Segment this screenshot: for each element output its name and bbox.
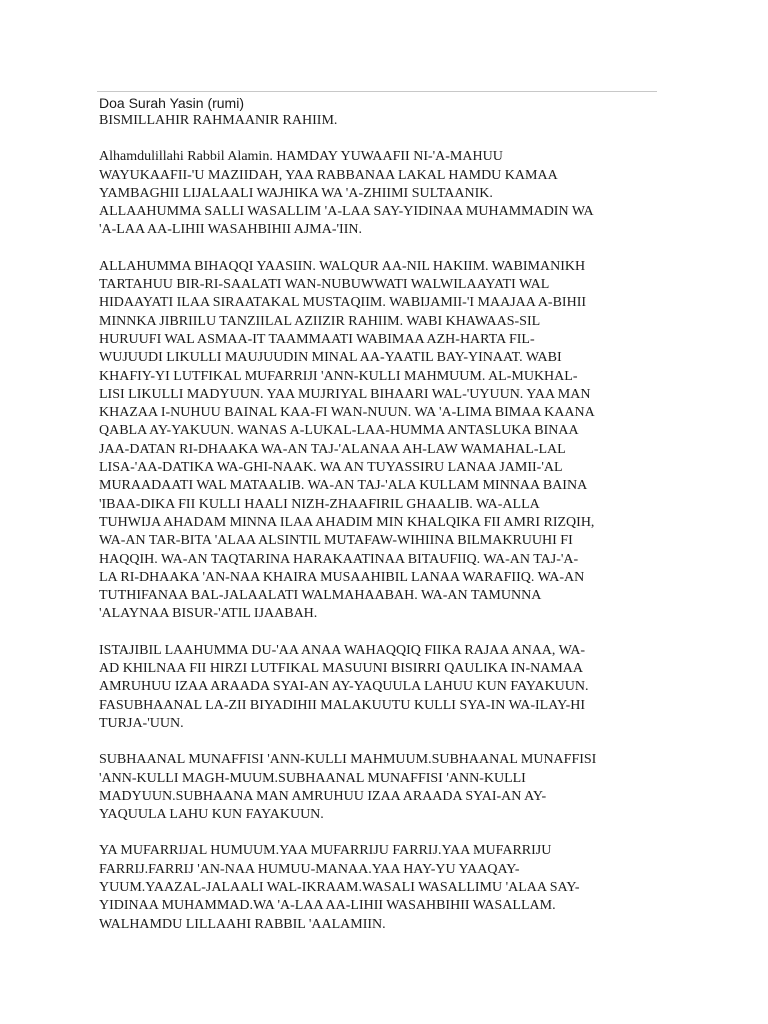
text-line: MINNKA JIBRIILU TANZIILAL AZIIZIR RAHIIM. WABI KHAWAAS-SIL xyxy=(99,313,541,329)
text-line: 'IBAA-DIKA FII KULLI HAALI NIZH-ZHAAFIRIL GHAALIB. WA-ALLA xyxy=(99,496,540,512)
text-line: YAMBAGHII LIJALAALI WAJHIKA WA 'A-ZHIIMI SULTAANIK. xyxy=(99,185,493,201)
text-line: 'ALAYNAA BISUR-'ATIL IJAABAH. xyxy=(99,606,318,622)
text-line: FASUBHAANAL LA-ZII BIYADIHII MALAKUUTU KULLI SYA-IN WA-ILAY-HI xyxy=(99,697,586,713)
paragraph xyxy=(99,751,664,824)
top-divider xyxy=(97,91,657,92)
text-line: BISMILLAHIR RAHMAANIR RAHIIM. xyxy=(99,113,338,128)
text-line: WA-AN TAR-BITA 'ALAA ALSINTIL MUTAFAW-WIHIINA BILMAKRUUHI FI xyxy=(99,533,573,549)
text-line: QABLA AY-YAKUUN. WANAS A-LUKAL-LAA-HUMMA ANTASLUKA BINAA xyxy=(99,423,579,439)
text-line: AD KHILNAA FII HIRZI LUTFIKAL MASUUNI BISIRRI QAULIKA IN-NAMAA xyxy=(99,661,584,677)
text-line: TURJA-'UUN. xyxy=(99,715,184,731)
text-line: WALHAMDU LILLAAHI RABBIL 'AALAMIIN. xyxy=(99,916,386,932)
document-body xyxy=(99,112,664,934)
text-line: ALLAAHUMMA SALLI WASALLIM 'A-LAA SAY-YIDINAA MUHAMMADIN WA xyxy=(99,204,594,220)
text-line: ALLAHUMMA BIHAQQI YAASIIN. WALQUR AA-NIL HAKIIM. WABIMANIKH xyxy=(99,258,586,274)
text-line: TUTHIFANAA BAL-JALAALATI WALMAHAABAH. WA-AN TAMUNNA xyxy=(99,588,542,604)
text-line: 'ANN-KULLI MAGH-MUUM.SUBHAANAL MUNAFFISI 'ANN-KULLI xyxy=(99,770,526,786)
text-line: TUHWIJA AHADAM MINNA ILAA AHADIM MIN KHALQIKA FII AMRI RIZQIH, xyxy=(99,514,595,530)
text-line: YIDINAA MUHAMMAD.WA 'A-LAA AA-LIHII WASAHBIHII WASALLAM. xyxy=(99,898,556,914)
text-line: HURUUFI WAL ASMAA-IT TAAMMAATI WABIMAA AZH-HARTA FIL- xyxy=(99,331,535,347)
paragraph xyxy=(99,148,664,239)
text-line: LA RI-DHAAKA 'AN-NAA KHAIRA MUSAAHIBIL LANAA WARAFIIQ. WA-AN xyxy=(99,569,585,585)
text-line: HAQQIH. WA-AN TAQTARINA HARAKAATINAA BITAUFIIQ. WA-AN TAJ-'A- xyxy=(99,551,579,567)
document-title: Doa Surah Yasin (rumi) xyxy=(99,95,244,111)
text-line: FARRIJ.FARRIJ 'AN-NAA HUMUU-MANAA.YAA HAY-YU YAAQAY- xyxy=(99,861,520,877)
paragraph xyxy=(99,842,664,933)
text-line: ISTAJIBIL LAAHUMMA DU-'AA ANAA WAHAQQIQ FIIKA RAJAA ANAA, WA- xyxy=(99,642,586,658)
text-line: TARTAHUU BIR-RI-SAALATI WAN-NUBUWWATI WALWILAAYATI WAL xyxy=(99,277,550,293)
text-line: Alhamdulillahi Rabbil Alamin. HAMDAY YUWAAFII NI-'A-MAHUU xyxy=(99,149,503,165)
text-line: YA MUFARRIJAL HUMUUM.YAA MUFARRIJU FARRIJ.YAA MUFARRIJU xyxy=(99,843,552,859)
text-line: YAQUULA LAHU KUN FAYAKUUN. xyxy=(99,807,324,823)
text-line: MADYUUN.SUBHAANA MAN AMRUHUU IZAA ARAADA SYAI-AN AY- xyxy=(99,788,547,804)
text-line: LISA-'AA-DATIKA WA-GHI-NAAK. WA AN TUYASSIRU LANAA JAMII-'AL xyxy=(99,460,563,476)
paragraph xyxy=(99,112,664,130)
paragraph xyxy=(99,642,664,733)
text-line: MURAADAATI WAL MATAALIB. WA-AN TAJ-'ALA KULLAM MINNAA BAINA xyxy=(99,478,588,494)
text-line: WAYUKAAFII-'U MAZIIDAH, YAA RABBANAA LAKAL HAMDU KAMAA xyxy=(99,167,558,183)
document xyxy=(99,94,664,952)
text-line: KHAFIY-YI LUTFIKAL MUFARRIJI 'ANN-KULLI MAHMUUM. AL-MUKHAL- xyxy=(99,368,578,384)
paragraph xyxy=(99,258,664,624)
text-line: SUBHAANAL MUNAFFISI 'ANN-KULLI MAHMUUM.SUBHAANAL MUNAFFISI xyxy=(99,752,597,768)
text-line: 'A-LAA AA-LIHII WASAHBIHII AJMA-'IIN. xyxy=(99,222,362,238)
text-line: HIDAAYATI ILAA SIRAATAKAL MUSTAQIIM. WABIJAMII-'I MAAJAA A-BIHII xyxy=(99,295,587,311)
text-line: YUUM.YAAZAL-JALAALI WAL-IKRAAM.WASALI WASALLIMU 'ALAA SAY- xyxy=(99,879,580,895)
text-line: JAA-DATAN RI-DHAAKA WA-AN TAJ-'ALANAA AH-LAW WAMAHAL-LAL xyxy=(99,441,566,457)
text-line: AMRUHUU IZAA ARAADA SYAI-AN AY-YAQUULA LAHUU KUN FAYAKUUN. xyxy=(99,679,589,695)
text-line: WUJUUDI LIKULLI MAUJUUDIN MINAL AA-YAATIL BAY-YINAAT. WABI xyxy=(99,350,562,366)
text-line: KHAZAA I-NUHUU BAINAL KAA-FI WAN-NUUN. WA 'A-LIMA BIMAA KAANA xyxy=(99,405,595,421)
text-line: LISI LIKULLI MADYUUN. YAA MUJRIYAL BIHAARI WAL-'UYUUN. YAA MAN xyxy=(99,386,591,402)
